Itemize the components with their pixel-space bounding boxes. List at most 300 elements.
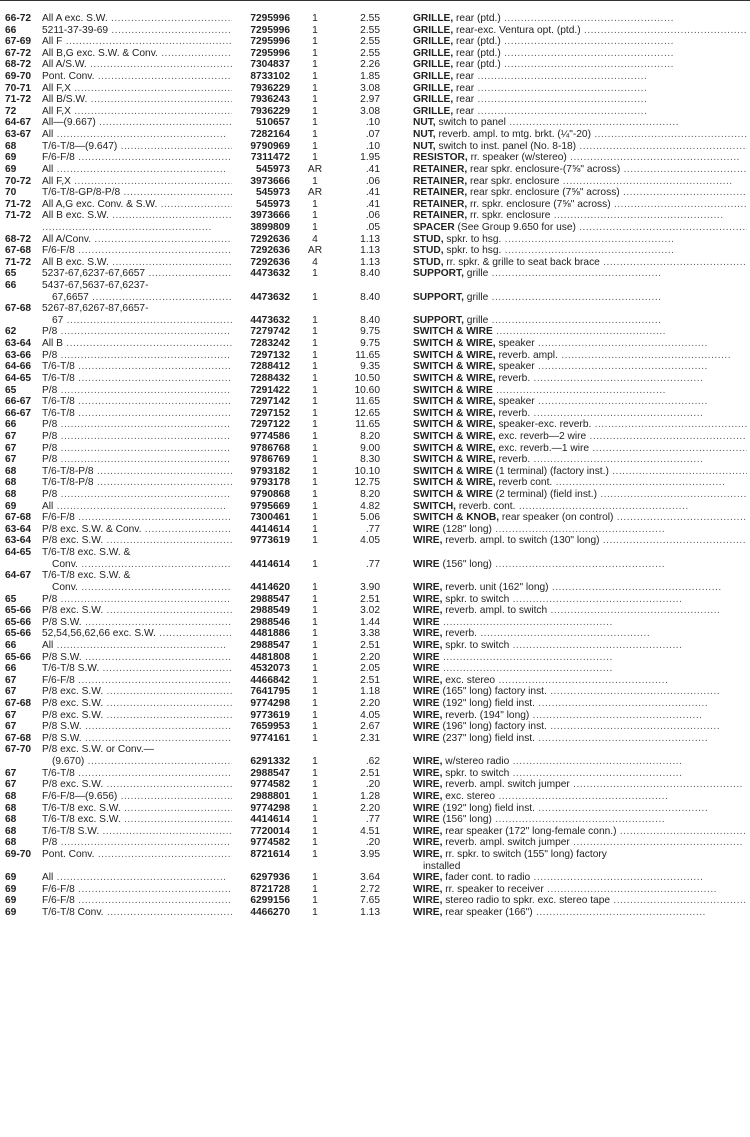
part-number: 2988547 (250, 767, 290, 779)
application-line: All A,G exc. Conv. & S.W. ..... (42, 199, 232, 211)
price: 3.08 (360, 105, 380, 117)
part-name: GRILLE, (413, 105, 454, 117)
application-line: P/8 ..... (42, 837, 232, 849)
model-year: 65-66 (5, 616, 32, 628)
part-name: SWITCH & WIRE, (413, 407, 496, 419)
part-number: 7641795 (250, 686, 290, 698)
table-row (0, 477, 750, 489)
table-row (0, 570, 750, 593)
description (413, 779, 747, 791)
quantity: 1 (312, 837, 318, 849)
part-name: SWITCH & WIRE, (413, 454, 496, 466)
part-name: NUT, (413, 117, 436, 129)
application (42, 222, 232, 234)
description (413, 210, 747, 222)
application (42, 71, 232, 83)
part-detail: rear (ptd.) (453, 47, 501, 59)
description-line (413, 803, 747, 815)
application-line: F/6-F/8—(9.656) ..... (42, 791, 232, 803)
application-line: T/6-T/8 ..... (42, 361, 232, 373)
description (413, 698, 747, 710)
description-line (413, 594, 747, 606)
description (413, 431, 747, 443)
part-name: WIRE, (413, 872, 443, 884)
application (42, 489, 232, 501)
model-year: 68 (5, 465, 17, 477)
model-year: 66-67 (5, 407, 32, 419)
part-name: WIRE (413, 651, 440, 663)
table-row (0, 721, 750, 733)
application (42, 849, 232, 861)
part-detail: reverb. ampl. to mtg. brkt. (¼"-20) (435, 129, 591, 141)
part-number: 4414614 (250, 523, 290, 535)
application (42, 744, 232, 767)
quantity: 1 (312, 152, 318, 164)
table-row (0, 489, 750, 501)
table-row (0, 814, 750, 826)
price: 1.44 (360, 616, 380, 628)
table-row (0, 106, 750, 118)
application-line: P/8 ..... (42, 431, 232, 443)
application-line: P/8 exc. S.W. ..... (42, 710, 232, 722)
table-row (0, 733, 750, 745)
application-line (42, 222, 232, 234)
table-row (0, 71, 750, 83)
part-detail: (192" long) field inst. (439, 802, 535, 814)
application (42, 652, 232, 664)
model-year: 67 (5, 686, 17, 698)
application (42, 570, 232, 593)
description (413, 791, 747, 803)
part-number: 2988547 (250, 593, 290, 605)
description-line (413, 187, 747, 199)
part-number: 7936229 (250, 105, 290, 117)
application-line: All A/S.W. ..... (42, 59, 232, 71)
description-line (413, 489, 747, 501)
price: 2.51 (360, 593, 380, 605)
part-number: 7295996 (250, 24, 290, 36)
part-detail: rear (ptd.) (453, 59, 501, 71)
part-name: WIRE (413, 721, 440, 733)
price: 1.13 (360, 256, 380, 268)
application-line: F/6-F/8 ..... (42, 895, 232, 907)
description-line (413, 710, 747, 722)
price: 11.65 (355, 396, 380, 408)
application-line: P/8 ..... (42, 443, 232, 455)
application-line: 5211-37-39-69 ..... (42, 25, 232, 37)
part-name: WIRE (413, 663, 440, 675)
price: .41 (365, 163, 380, 175)
table-row (0, 617, 750, 629)
part-number: 7288432 (250, 372, 290, 384)
description-line (413, 176, 747, 188)
price: 10.10 (354, 465, 380, 477)
description-line (413, 13, 747, 25)
table-row (0, 245, 750, 257)
price: 9.75 (360, 326, 380, 338)
description (413, 59, 747, 71)
part-name: SWITCH & WIRE (413, 326, 493, 338)
part-detail: reverb. (495, 372, 531, 384)
application (42, 733, 232, 745)
table-row (0, 675, 750, 687)
part-number: 7292636 (250, 233, 290, 245)
part-name: GRILLE, (413, 24, 454, 36)
application (42, 779, 232, 791)
application (42, 594, 232, 606)
part-detail: rear speaker (166") (442, 907, 533, 919)
table-row (0, 640, 750, 652)
part-detail: (128" long) (439, 523, 492, 535)
description (413, 419, 747, 431)
table-row (0, 907, 750, 919)
description (413, 826, 747, 838)
description (413, 176, 747, 188)
price: 9.00 (360, 442, 380, 454)
model-year: 67 (5, 454, 17, 466)
price: .20 (365, 779, 380, 791)
description (413, 13, 747, 25)
table-row (0, 257, 750, 269)
description-line (413, 141, 747, 153)
part-name: WIRE, (413, 581, 443, 593)
application-line: F/6-F/8 ..... (42, 884, 232, 896)
quantity: 1 (312, 535, 318, 547)
application-line: P/8 S.W. ..... (42, 652, 232, 664)
application-line: P/8 ..... (42, 385, 232, 397)
part-name: SUPPORT, (413, 314, 464, 326)
description (413, 164, 747, 176)
model-year: 69 (5, 907, 17, 919)
description-line (413, 779, 747, 791)
part-number: 7282164 (250, 129, 290, 141)
price: 1.28 (360, 790, 380, 802)
application-line: 5437-67,5637-67,6237- (42, 280, 149, 292)
part-name: WIRE, (413, 779, 443, 791)
model-year: 64-66 (5, 361, 32, 373)
table-row (0, 83, 750, 95)
description (413, 106, 747, 118)
description (413, 710, 747, 722)
part-detail: exc. reverb—2 wire (495, 430, 587, 442)
price: 3.90 (360, 581, 380, 593)
part-number: 3973666 (250, 175, 290, 187)
price: 3.38 (360, 628, 380, 640)
part-detail: spkr. to switch (442, 767, 510, 779)
part-detail: reverb cont. (495, 477, 553, 489)
model-year: 66 (5, 663, 17, 675)
part-name: WIRE, (413, 605, 443, 617)
application-line: Pont. Conv. ..... (42, 849, 232, 861)
description-line (413, 756, 747, 768)
price: .05 (365, 221, 380, 233)
application (42, 408, 232, 420)
price: 10.60 (354, 384, 380, 396)
description-line (413, 83, 747, 95)
description-line (413, 245, 747, 257)
quantity: 1 (312, 814, 318, 826)
quantity: 1 (312, 698, 318, 710)
quantity: 1 (312, 407, 318, 419)
table-row (0, 303, 750, 326)
part-number: 4466270 (250, 907, 290, 919)
part-detail: rear spkr. enclosure (7⅝" across) (467, 187, 620, 199)
price: 4.05 (360, 709, 380, 721)
table-row (0, 326, 750, 338)
description (413, 187, 747, 199)
table-row (0, 164, 750, 176)
part-detail: reverb. (495, 407, 531, 419)
description (413, 837, 747, 849)
table-row (0, 210, 750, 222)
application-line: P/8 exc. S.W. ..... (42, 686, 232, 698)
description-line (413, 106, 747, 118)
price: 1.13 (360, 233, 380, 245)
application (42, 814, 232, 826)
part-detail: (237" long) field inst. (439, 732, 535, 744)
application-line: T/6-T/8-P/8 ..... (42, 466, 232, 478)
description (413, 733, 747, 745)
description-line (413, 837, 747, 849)
part-number: 7295996 (250, 13, 290, 24)
part-name: WIRE (413, 802, 440, 814)
application (42, 94, 232, 106)
model-year: 67 (5, 674, 17, 686)
part-number: 9786768 (250, 442, 290, 454)
part-number: 4532073 (250, 663, 290, 675)
part-detail: (156" long) (439, 814, 492, 826)
application (42, 83, 232, 95)
description-line (413, 559, 747, 571)
description-line (413, 59, 747, 71)
application (42, 141, 232, 153)
application (42, 199, 232, 211)
description (413, 268, 747, 280)
model-year: 66 (5, 639, 17, 651)
model-year: 69-70 (5, 71, 32, 83)
table-row (0, 59, 750, 71)
table-row (0, 117, 750, 129)
description (413, 94, 747, 106)
application-line: All B exc. S.W. ..... (42, 210, 232, 222)
quantity: 1 (312, 117, 318, 129)
model-year: 63-64 (5, 523, 32, 535)
application-line: T/6-T/8-GP/8-P/8 ..... (42, 187, 232, 199)
description (413, 338, 747, 350)
part-detail: reverb. (495, 454, 531, 466)
application (42, 524, 232, 536)
quantity: AR (307, 187, 323, 199)
table-row (0, 547, 750, 570)
description (413, 257, 747, 269)
model-year: 71-72 (5, 256, 32, 268)
model-year: 71-72 (5, 210, 32, 222)
quantity: 1 (312, 268, 318, 280)
part-number: 7659953 (250, 721, 290, 733)
part-detail: spkr. to hsg. (443, 233, 502, 245)
part-name: WIRE, (413, 883, 443, 895)
part-number: 4414614 (250, 558, 290, 570)
description-line (413, 652, 747, 664)
description (413, 907, 747, 919)
price: 2.51 (360, 767, 380, 779)
description-line (413, 907, 747, 919)
description (413, 512, 747, 524)
description-line (413, 466, 747, 478)
application-line: 67 ..... (42, 315, 232, 327)
part-detail: (2 terminal) (field inst.) (492, 489, 597, 501)
part-detail: (1 terminal) (factory inst.) (492, 465, 609, 477)
model-year: 69 (5, 152, 17, 164)
application (42, 466, 232, 478)
application (42, 245, 232, 257)
application-line: P/8 S.W. ..... (42, 617, 232, 629)
price: 2.55 (360, 36, 380, 48)
description-line (413, 338, 747, 350)
application-line: F/6-F/8 ..... (42, 512, 232, 524)
description-line (413, 826, 747, 838)
part-number: 4473632 (250, 314, 290, 326)
description-line (413, 268, 747, 280)
application (42, 152, 232, 164)
description (413, 535, 747, 547)
table-row (0, 779, 750, 791)
quantity: 1 (312, 500, 318, 512)
model-year: 63-67 (5, 129, 32, 141)
description-line (413, 663, 747, 675)
quantity: 1 (312, 895, 318, 907)
part-name: RETAINER, (413, 175, 468, 187)
part-detail: reverb. cont. (456, 500, 516, 512)
quantity: 4 (312, 233, 318, 245)
model-year: 66-72 (5, 13, 32, 24)
part-number: 9774298 (250, 698, 290, 710)
part-number: 7295996 (250, 36, 290, 48)
description (413, 582, 747, 594)
model-year: 70-71 (5, 82, 32, 94)
application (42, 350, 232, 362)
table-row (0, 605, 750, 617)
model-year: 66 (5, 419, 17, 431)
part-name: GRILLE, (413, 94, 454, 106)
model-year: 67 (5, 721, 17, 733)
part-name: SWITCH & WIRE, (413, 430, 496, 442)
model-year: 69 (5, 895, 17, 907)
application (42, 535, 232, 547)
part-detail: (165" long) factory inst. (439, 686, 547, 698)
description-line (413, 628, 747, 640)
part-number: 4473632 (250, 268, 290, 280)
application (42, 13, 232, 25)
part-name: WIRE, (413, 767, 443, 779)
quantity: 1 (312, 338, 318, 350)
description-line (413, 675, 747, 687)
quantity: 1 (312, 140, 318, 152)
quantity: 1 (312, 105, 318, 117)
table-row (0, 768, 750, 780)
price: 3.95 (360, 848, 380, 860)
price: 2.05 (360, 663, 380, 675)
description (413, 872, 747, 884)
model-year: 67 (5, 442, 17, 454)
part-name: WIRE, (413, 895, 443, 907)
part-number: 7297152 (250, 407, 290, 419)
quantity: 1 (312, 651, 318, 663)
table-row (0, 524, 750, 536)
description (413, 245, 747, 257)
price: 7.65 (360, 895, 380, 907)
application (42, 48, 232, 60)
description-line (413, 582, 747, 594)
table-row (0, 48, 750, 60)
application-line: All F,X ..... (42, 83, 232, 95)
application (42, 419, 232, 431)
part-detail: rr. spkr. to switch (155" long) factory (442, 848, 607, 860)
description-line (413, 895, 747, 907)
price: .06 (365, 210, 380, 222)
application (42, 768, 232, 780)
application (42, 187, 232, 199)
quantity: 1 (312, 872, 318, 884)
description (413, 152, 747, 164)
price: 8.40 (360, 314, 380, 326)
table-row (0, 803, 750, 815)
application-line: T/6-T/8-P/8 ..... (42, 477, 232, 489)
part-number: 9773619 (250, 535, 290, 547)
application-line: T/6-T/8 S.W. ..... (42, 663, 232, 675)
application-line: T/6-T/8 Conv. ..... (42, 907, 232, 919)
application-line: All ..... (42, 501, 232, 513)
part-number: 2988546 (250, 616, 290, 628)
table-row (0, 385, 750, 397)
description-line (413, 408, 747, 420)
application-line: T/6-T/8 exc. S.W. & (42, 547, 131, 559)
quantity: 1 (312, 581, 318, 593)
table-row (0, 466, 750, 478)
part-number: 8733102 (250, 71, 290, 83)
table-row (0, 512, 750, 524)
part-detail: (156" long) (439, 558, 492, 570)
quantity: 1 (312, 848, 318, 860)
price: 1.13 (360, 907, 380, 919)
application (42, 895, 232, 907)
application (42, 686, 232, 698)
quantity: 1 (312, 47, 318, 59)
application (42, 872, 232, 884)
description (413, 443, 747, 455)
model-year: 67-68 (5, 732, 32, 744)
quantity: 1 (312, 430, 318, 442)
part-name: SUPPORT, (413, 268, 464, 280)
price: 1.18 (360, 686, 380, 698)
price: 8.40 (360, 291, 380, 303)
table-row (0, 234, 750, 246)
price: 2.55 (360, 47, 380, 59)
description (413, 361, 747, 373)
price: 4.51 (360, 825, 380, 837)
price: .41 (365, 198, 380, 210)
description-line (413, 721, 747, 733)
description (413, 222, 747, 234)
part-detail: reverb. ampl. (495, 349, 558, 361)
model-year: 62 (5, 326, 17, 338)
application-line: 5267-87,6267-87,6657- (42, 303, 149, 315)
model-year: 65-66 (5, 651, 32, 663)
description (413, 326, 747, 338)
table-row (0, 884, 750, 896)
application (42, 512, 232, 524)
description-line (413, 94, 747, 106)
